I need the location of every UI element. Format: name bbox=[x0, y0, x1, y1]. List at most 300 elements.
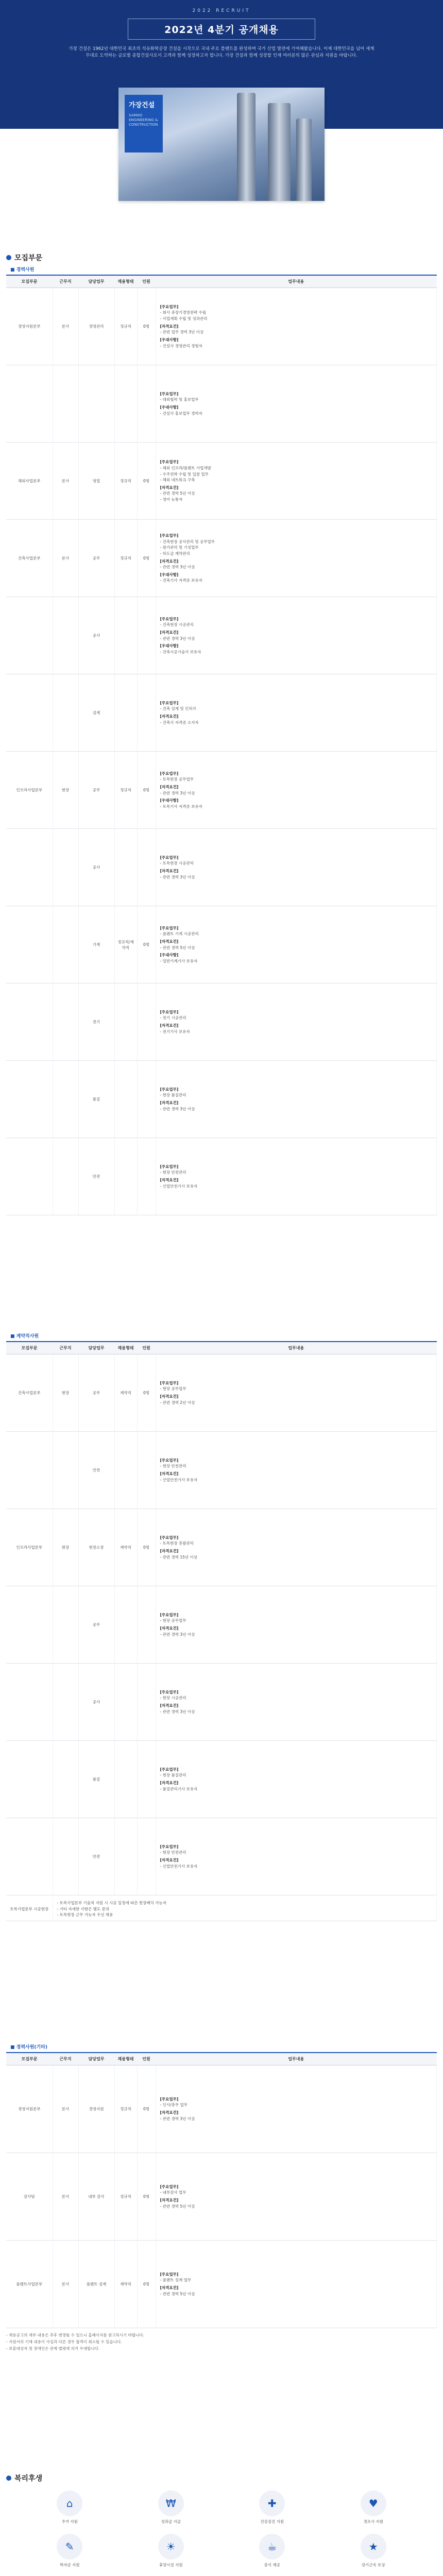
section-title bbox=[6, 2473, 437, 2483]
cell-role: 품질 bbox=[78, 1741, 114, 1818]
cell-cnt bbox=[137, 829, 156, 906]
cell-cnt bbox=[137, 984, 156, 1061]
duty-item: - 관련 경력 3년 이상 bbox=[160, 1106, 195, 1111]
table-row bbox=[6, 984, 437, 1061]
cell-type bbox=[114, 1586, 137, 1664]
duty-heading: [자격요건] bbox=[160, 1394, 179, 1399]
table-row bbox=[6, 1741, 437, 1818]
cell-duty bbox=[156, 1664, 437, 1741]
section-title-text: 복리후생 bbox=[14, 2475, 43, 2483]
duty-heading: [자격요건] bbox=[160, 1781, 179, 1785]
cell-dept bbox=[6, 674, 53, 752]
welfare-item bbox=[229, 2490, 315, 2524]
cell-type: 정규직 bbox=[114, 520, 137, 597]
cell-type: 정규직 bbox=[114, 2153, 137, 2241]
cell-dept bbox=[6, 1741, 53, 1818]
duty-heading: [주요업무] bbox=[160, 1164, 179, 1169]
cell-type: 정규직 bbox=[114, 752, 137, 829]
duty-item: - 관련 경력 3년 이상 bbox=[160, 790, 195, 795]
cell-cnt: 0명 bbox=[137, 752, 156, 829]
tower-image bbox=[237, 93, 255, 201]
cell-role bbox=[78, 365, 114, 443]
cell-duty bbox=[156, 752, 437, 829]
table-body bbox=[6, 288, 437, 1215]
table-body bbox=[6, 1354, 437, 1895]
table-row bbox=[6, 2241, 437, 2328]
sub-title: ■ 계약직사원 bbox=[10, 1334, 39, 1339]
duty-item: - 원가관리 및 기성업무 bbox=[160, 545, 199, 550]
cell-role: 현장소장 bbox=[78, 1509, 114, 1586]
cell-dept bbox=[6, 365, 53, 443]
welfare-label: 중식 제공 bbox=[264, 2563, 280, 2567]
home-icon: ⌂ bbox=[57, 2490, 82, 2516]
cell-dept: 경영지원본부 bbox=[6, 2065, 53, 2153]
cell-type bbox=[114, 829, 137, 906]
table-row bbox=[6, 288, 437, 365]
duty-heading: [자격요건] bbox=[160, 1100, 179, 1105]
cell-role: 공사 bbox=[78, 1664, 114, 1741]
cell-loc bbox=[53, 1741, 78, 1818]
cell-loc: 현장 bbox=[53, 1354, 78, 1432]
duty-heading: [자격요건] bbox=[160, 2198, 179, 2202]
duty-item: - 건축현장 공사관리 및 공무업무 bbox=[160, 539, 215, 544]
cell-cnt bbox=[137, 597, 156, 674]
duty-item: - 토목현장 시공관리 bbox=[160, 861, 194, 866]
cell-type bbox=[114, 674, 137, 752]
cell-role: 영업 bbox=[78, 443, 114, 520]
duty-item: - 현장 공무업무 bbox=[160, 1386, 186, 1392]
table-row bbox=[6, 1138, 437, 1215]
table-row bbox=[6, 2065, 437, 2153]
intro-text bbox=[67, 46, 376, 59]
duty-heading: [주요업무] bbox=[160, 771, 179, 776]
footnote-line: - 기타 자세한 사항은 별도 문의 bbox=[57, 1906, 110, 1911]
rest-icon: ☀ bbox=[158, 2534, 184, 2560]
footnote-table bbox=[6, 1897, 437, 1921]
intro-line: 가장 건설과 함께 성장할 인재 여러분의 많은 관심과 지원을 바랍니다. bbox=[225, 53, 357, 59]
cell-type bbox=[114, 1138, 137, 1215]
duty-heading: [주요업무] bbox=[160, 1380, 179, 1385]
table-header-cell: 담당업무 bbox=[78, 275, 114, 288]
welfare-label: 장기근속 포상 bbox=[361, 2563, 385, 2567]
intro-line: 이제 대한민국을 넘어 세계 무대로 도약하는 글로벌 종합건설사로서 고객과 함께 성장하고자 합니다. bbox=[86, 46, 374, 59]
duty-item: - 건축사 자격증 소지자 bbox=[160, 720, 199, 725]
cell-duty bbox=[156, 1586, 437, 1664]
cell-type: 계약직 bbox=[114, 1509, 137, 1586]
page-title: 2022년 4분기 공개채용 bbox=[128, 19, 315, 40]
cell-dept: 건축사업본부 bbox=[6, 1354, 53, 1432]
duty-heading: [주요업무] bbox=[160, 2184, 179, 2189]
cell-duty bbox=[156, 2065, 437, 2153]
welfare-item bbox=[27, 2490, 113, 2524]
duty-heading: [자격요건] bbox=[160, 784, 179, 789]
duty-item: - 내부감사 업무 bbox=[160, 2190, 186, 2195]
welfare-item bbox=[27, 2534, 113, 2568]
duty-item: - 전기 시공관리 bbox=[160, 1015, 186, 1021]
cell-duty bbox=[156, 365, 437, 443]
table-row bbox=[6, 1586, 437, 1664]
recruit-section bbox=[6, 252, 437, 1215]
cell-duty bbox=[156, 906, 437, 984]
cell-role: 전기 bbox=[78, 984, 114, 1061]
welfare-item bbox=[128, 2490, 214, 2524]
cell-dept bbox=[6, 597, 53, 674]
duty-heading: [주요업무] bbox=[160, 1535, 179, 1540]
duty-item: - 현장 공무업무 bbox=[160, 1618, 186, 1623]
cell-cnt: 0명 bbox=[137, 2153, 156, 2241]
cell-cnt: 0명 bbox=[137, 906, 156, 984]
duty-heading: [주요업무] bbox=[160, 925, 179, 930]
cell-cnt: 0명 bbox=[137, 443, 156, 520]
cell-loc: 본사 bbox=[53, 2241, 78, 2328]
cell-cnt bbox=[137, 1432, 156, 1509]
bullet-icon bbox=[6, 2476, 11, 2481]
duty-heading: [자격요건] bbox=[160, 939, 179, 944]
table-header-cell: 인원 bbox=[137, 2053, 156, 2065]
cell-cnt: 0명 bbox=[137, 1509, 156, 1586]
duty-item: - 해외 네트워크 구축 bbox=[160, 478, 195, 483]
cell-dept: 인프라사업본부 bbox=[6, 752, 53, 829]
cell-dept bbox=[6, 1818, 53, 1895]
cell-dept bbox=[6, 829, 53, 906]
table-header-cell: 채용형태 bbox=[114, 275, 137, 288]
table-row bbox=[6, 1509, 437, 1586]
duty-item: - 관련 업무 경력 3년 이상 bbox=[160, 330, 204, 335]
welfare-grid bbox=[6, 2483, 437, 2576]
duty-item: - 관련 경력 3년 이상 bbox=[160, 874, 195, 879]
footnote-line: - 토목현장 근무 가능자 우선 채용 bbox=[57, 1912, 113, 1918]
duty-heading: [자격요건] bbox=[160, 630, 179, 635]
cell-dept bbox=[6, 906, 53, 984]
cell-loc bbox=[53, 365, 78, 443]
duty-heading: [주요업무] bbox=[160, 391, 179, 396]
cell-role: 경영지원 bbox=[78, 2065, 114, 2153]
table-row bbox=[6, 1818, 437, 1895]
welfare-section bbox=[6, 2473, 437, 2576]
welfare-item bbox=[331, 2534, 417, 2568]
cell-type: 정규직/계약직 bbox=[114, 906, 137, 984]
duty-item: - 관련 경력 3년 이상 bbox=[160, 636, 195, 641]
table-header-cell: 근무지 bbox=[53, 2053, 78, 2065]
table-row bbox=[6, 597, 437, 674]
duty-heading: [주요업무] bbox=[160, 1087, 179, 1092]
sub-title: ■ 경력사원(기타) bbox=[10, 2045, 48, 2050]
bullet-icon bbox=[6, 255, 11, 260]
cell-dept: 인프라사업본부 bbox=[6, 1509, 53, 1586]
table-header-cell: 모집부문 bbox=[6, 1342, 53, 1354]
cell-duty bbox=[156, 829, 437, 906]
cell-loc bbox=[53, 1432, 78, 1509]
duty-item: - 현장 안전관리 bbox=[160, 1850, 186, 1855]
table-header-cell: 근무지 bbox=[53, 275, 78, 288]
duty-item: - 수주전략 수립 및 입찰 업무 bbox=[160, 471, 209, 477]
cell-duty bbox=[156, 2241, 437, 2328]
table-header-cell: 채용형태 bbox=[114, 2053, 137, 2065]
medical-icon: ✚ bbox=[259, 2490, 285, 2516]
duty-item: - 관련 경력 15년 이상 bbox=[160, 1554, 198, 1560]
cell-type bbox=[114, 365, 137, 443]
table-body bbox=[6, 2065, 437, 2328]
cell-cnt bbox=[137, 1138, 156, 1215]
welfare-label: 건강검진 지원 bbox=[260, 2519, 284, 2524]
duty-heading: [우대사항] bbox=[160, 572, 179, 577]
duty-heading: [주요업무] bbox=[160, 1612, 179, 1617]
cell-role: 안전 bbox=[78, 1432, 114, 1509]
cell-cnt bbox=[137, 1741, 156, 1818]
table-header-row bbox=[6, 1342, 437, 1354]
cell-loc: 본사 bbox=[53, 443, 78, 520]
cell-cnt bbox=[137, 1664, 156, 1741]
note-line: - 채용공고의 세부 내용은 추후 변경될 수 있으니 홈페이지를 참고하시기 바랍니다. bbox=[6, 2333, 145, 2337]
footnote-line: - 토목사업본부 기술직 지원 시 시공 일정에 따른 현장배치 가능자 bbox=[57, 1901, 167, 1905]
table-header-cell: 업무내용 bbox=[156, 1342, 437, 1354]
duty-heading: [자격요건] bbox=[160, 1471, 179, 1476]
cell-cnt bbox=[137, 365, 156, 443]
table-header-cell: 모집부문 bbox=[6, 2053, 53, 2065]
cell-duty bbox=[156, 443, 437, 520]
welfare-item bbox=[331, 2490, 417, 2524]
cell-duty bbox=[156, 1432, 437, 1509]
cell-duty bbox=[156, 520, 437, 597]
cell-duty bbox=[156, 1741, 437, 1818]
duty-item: - 관련 경력 5년 이상 bbox=[160, 491, 195, 496]
duty-heading: [주요업무] bbox=[160, 1844, 179, 1849]
recruit-table bbox=[6, 1341, 437, 1895]
cell-role: 품질 bbox=[78, 1061, 114, 1138]
cell-cnt: 0명 bbox=[137, 288, 156, 365]
cell-dept: 경영지원본부 bbox=[6, 288, 53, 365]
table-row bbox=[6, 443, 437, 520]
duty-heading: [주요업무] bbox=[160, 460, 179, 465]
duty-item: - 토목기사 자격증 보유자 bbox=[160, 804, 202, 809]
duty-item: - 관련 경력 5년 이상 bbox=[160, 2291, 195, 2296]
cell-duty bbox=[156, 1061, 437, 1138]
cell-type bbox=[114, 1818, 137, 1895]
duty-item: - 영어 능통자 bbox=[160, 497, 183, 502]
cell-loc bbox=[53, 984, 78, 1061]
duty-heading: [우대사항] bbox=[160, 405, 179, 410]
duty-item: - 건설사 홍보업무 경력자 bbox=[160, 411, 202, 416]
cell-role: 경영관리 bbox=[78, 288, 114, 365]
note-line: - 지원서의 기재 내용이 사실과 다른 경우 합격이 취소될 수 있습니다. bbox=[6, 2339, 122, 2344]
meal-icon: ☕ bbox=[259, 2534, 285, 2560]
table-row bbox=[6, 1061, 437, 1138]
duty-heading: [자격요건] bbox=[160, 1626, 179, 1631]
table-row bbox=[6, 1432, 437, 1509]
cell-loc bbox=[53, 906, 78, 984]
tuition-icon: ✎ bbox=[57, 2534, 82, 2560]
cell-dept bbox=[6, 1432, 53, 1509]
cell-loc bbox=[53, 674, 78, 752]
table-header-cell: 인원 bbox=[137, 1342, 156, 1354]
cell-role: 공무 bbox=[78, 752, 114, 829]
table-header-cell: 담당업무 bbox=[78, 1342, 114, 1354]
duty-item: - 인사/총무 업무 bbox=[160, 2103, 188, 2108]
footnote-text bbox=[53, 1897, 437, 1921]
notes bbox=[6, 2332, 437, 2352]
eyebrow: 2022 RECRUIT bbox=[192, 8, 251, 13]
cell-duty bbox=[156, 1509, 437, 1586]
welfare-item bbox=[229, 2534, 315, 2568]
cell-dept bbox=[6, 984, 53, 1061]
money-icon: ₩ bbox=[158, 2490, 184, 2516]
cell-type bbox=[114, 1741, 137, 1818]
cell-role: 기계 bbox=[78, 906, 114, 984]
duty-item: - 현장 안전관리 bbox=[160, 1464, 186, 1469]
table-row bbox=[6, 1354, 437, 1432]
table-header-cell: 업무내용 bbox=[156, 275, 437, 288]
cell-type bbox=[114, 984, 137, 1061]
cell-role: 설계 bbox=[78, 674, 114, 752]
duty-item: - 현장 시공관리 bbox=[160, 1696, 186, 1701]
duty-item: - 플랜트 기계 시공관리 bbox=[160, 931, 199, 937]
cell-type: 계약직 bbox=[114, 1354, 137, 1432]
cell-cnt: 0명 bbox=[137, 2241, 156, 2328]
table-header-cell: 담당업무 bbox=[78, 2053, 114, 2065]
duty-item: - 토목현장 총괄관리 bbox=[160, 1541, 194, 1546]
cell-dept: 감사팀 bbox=[6, 2153, 53, 2241]
welfare-label: 경조사 지원 bbox=[363, 2519, 384, 2524]
duty-item: - 산업안전기사 보유자 bbox=[160, 1477, 198, 1482]
cell-loc bbox=[53, 1586, 78, 1664]
cell-cnt bbox=[137, 674, 156, 752]
tower-image bbox=[296, 118, 312, 201]
vacation-icon: ★ bbox=[361, 2534, 386, 2560]
cell-loc: 현장 bbox=[53, 752, 78, 829]
duty-item: - 건축현장 시공관리 bbox=[160, 622, 194, 628]
duty-heading: [우대사항] bbox=[160, 337, 179, 342]
cell-cnt bbox=[137, 1061, 156, 1138]
cell-type: 정규직 bbox=[114, 443, 137, 520]
table-header-cell: 인원 bbox=[137, 275, 156, 288]
duty-item: - 관련 경력 3년 이상 bbox=[160, 1632, 195, 1637]
cell-loc bbox=[53, 829, 78, 906]
duty-heading: [주요업무] bbox=[160, 304, 179, 309]
cell-duty bbox=[156, 1138, 437, 1215]
duty-heading: [주요업무] bbox=[160, 616, 179, 621]
duty-heading: [주요업무] bbox=[160, 1458, 179, 1463]
cell-duty bbox=[156, 984, 437, 1061]
family-icon: ♥ bbox=[361, 2490, 386, 2516]
duty-item: - 건축시공기술사 보유자 bbox=[160, 649, 201, 654]
hero-image bbox=[118, 88, 325, 201]
duty-heading: [우대사항] bbox=[160, 798, 179, 803]
cell-loc bbox=[53, 1138, 78, 1215]
duty-heading: [우대사항] bbox=[160, 953, 179, 958]
cell-role: 공무 bbox=[78, 1586, 114, 1664]
tower-image bbox=[268, 103, 291, 201]
duty-heading: [자격요건] bbox=[160, 2110, 179, 2115]
duty-heading: [주요업무] bbox=[160, 1689, 179, 1694]
logo-card bbox=[125, 95, 163, 152]
duty-heading: [자격요건] bbox=[160, 714, 179, 719]
cell-duty bbox=[156, 1354, 437, 1432]
cell-type: 정규직 bbox=[114, 288, 137, 365]
cell-loc: 현장 bbox=[53, 1509, 78, 1586]
cell-loc bbox=[53, 1061, 78, 1138]
cell-cnt: 0명 bbox=[137, 1354, 156, 1432]
welfare-label: 학자금 지원 bbox=[59, 2563, 80, 2567]
cell-type bbox=[114, 1664, 137, 1741]
welfare-label: 휴양시설 지원 bbox=[159, 2563, 183, 2567]
cell-role: 내부 감사 bbox=[78, 2153, 114, 2241]
company-logo: 가장건설 bbox=[129, 101, 155, 109]
duty-item: - 하도급 계약관리 bbox=[160, 551, 190, 556]
cell-role: 안전 bbox=[78, 1818, 114, 1895]
welfare-label: 주거 지원 bbox=[61, 2519, 78, 2524]
footnote-dept: 토목사업본부 시공현장 bbox=[6, 1897, 53, 1921]
table-row bbox=[6, 829, 437, 906]
duty-item: - 전기기사 보유자 bbox=[160, 1029, 190, 1034]
welfare-item bbox=[128, 2534, 214, 2568]
cell-cnt: 0명 bbox=[137, 2065, 156, 2153]
duty-item: - 일반기계기사 보유자 bbox=[160, 958, 198, 963]
duty-item: - 회사 중장기경영전략 수립 bbox=[160, 310, 207, 315]
duty-heading: [자격요건] bbox=[160, 1023, 179, 1028]
duty-heading: [자격요건] bbox=[160, 558, 179, 564]
cell-type bbox=[114, 1061, 137, 1138]
cell-role: 공사 bbox=[78, 829, 114, 906]
cell-type: 계약직 bbox=[114, 2241, 137, 2328]
cell-dept bbox=[6, 1586, 53, 1664]
duty-heading: [주요업무] bbox=[160, 855, 179, 860]
cell-cnt: 0명 bbox=[137, 520, 156, 597]
cell-duty bbox=[156, 1818, 437, 1895]
cell-dept: 해외사업본부 bbox=[6, 443, 53, 520]
duty-heading: [자격요건] bbox=[160, 869, 179, 873]
duty-item: - 대외협력 및 홍보업무 bbox=[160, 397, 199, 402]
cell-dept bbox=[6, 1138, 53, 1215]
welfare-label: 성과급 지급 bbox=[161, 2519, 181, 2524]
table-header-cell: 채용형태 bbox=[114, 1342, 137, 1354]
table-header-cell: 업무내용 bbox=[156, 2053, 437, 2065]
recruit-section-contract bbox=[6, 1329, 437, 1921]
duty-heading: [자격요건] bbox=[160, 485, 179, 490]
duty-item: - 토목현장 공무업무 bbox=[160, 777, 194, 782]
table-row bbox=[6, 674, 437, 752]
table-row bbox=[6, 365, 437, 443]
duty-heading: [자격요건] bbox=[160, 324, 179, 329]
cell-duty bbox=[156, 2153, 437, 2241]
duty-item: - 현장 품질관리 bbox=[160, 1093, 186, 1098]
cell-type: 정규직 bbox=[114, 2065, 137, 2153]
duty-heading: [우대사항] bbox=[160, 643, 179, 649]
cell-duty bbox=[156, 288, 437, 365]
table-row bbox=[6, 520, 437, 597]
duty-item: - 사업계획 수립 및 성과관리 bbox=[160, 316, 208, 321]
cell-role: 공사 bbox=[78, 597, 114, 674]
duty-item: - 관련 경력 3년 이상 bbox=[160, 1709, 195, 1714]
section-title bbox=[6, 252, 437, 263]
duty-item: - 관련 경력 2년 이상 bbox=[160, 1400, 195, 1405]
cell-role: 공무 bbox=[78, 520, 114, 597]
note-line: - 보훈대상자 및 장애인은 관계 법령에 의거 우대합니다. bbox=[6, 2346, 100, 2351]
duty-item: - 관련 경력 5년 이상 bbox=[160, 945, 195, 950]
duty-heading: [주요업무] bbox=[160, 1767, 179, 1772]
sub-title: ■ 경력사원 bbox=[10, 267, 35, 273]
duty-heading: [자격요건] bbox=[160, 1178, 179, 1182]
cell-dept bbox=[6, 1061, 53, 1138]
duty-heading: [주요업무] bbox=[160, 2096, 179, 2102]
table-row bbox=[6, 1664, 437, 1741]
duty-heading: [자격요건] bbox=[160, 1858, 179, 1862]
duty-item: - 건축 설계 및 인허가 bbox=[160, 706, 196, 711]
cell-loc: 본사 bbox=[53, 2153, 78, 2241]
table-header-cell: 근무지 bbox=[53, 1342, 78, 1354]
cell-loc bbox=[53, 1664, 78, 1741]
cell-dept: 건축사업본부 bbox=[6, 520, 53, 597]
cell-cnt bbox=[137, 1586, 156, 1664]
